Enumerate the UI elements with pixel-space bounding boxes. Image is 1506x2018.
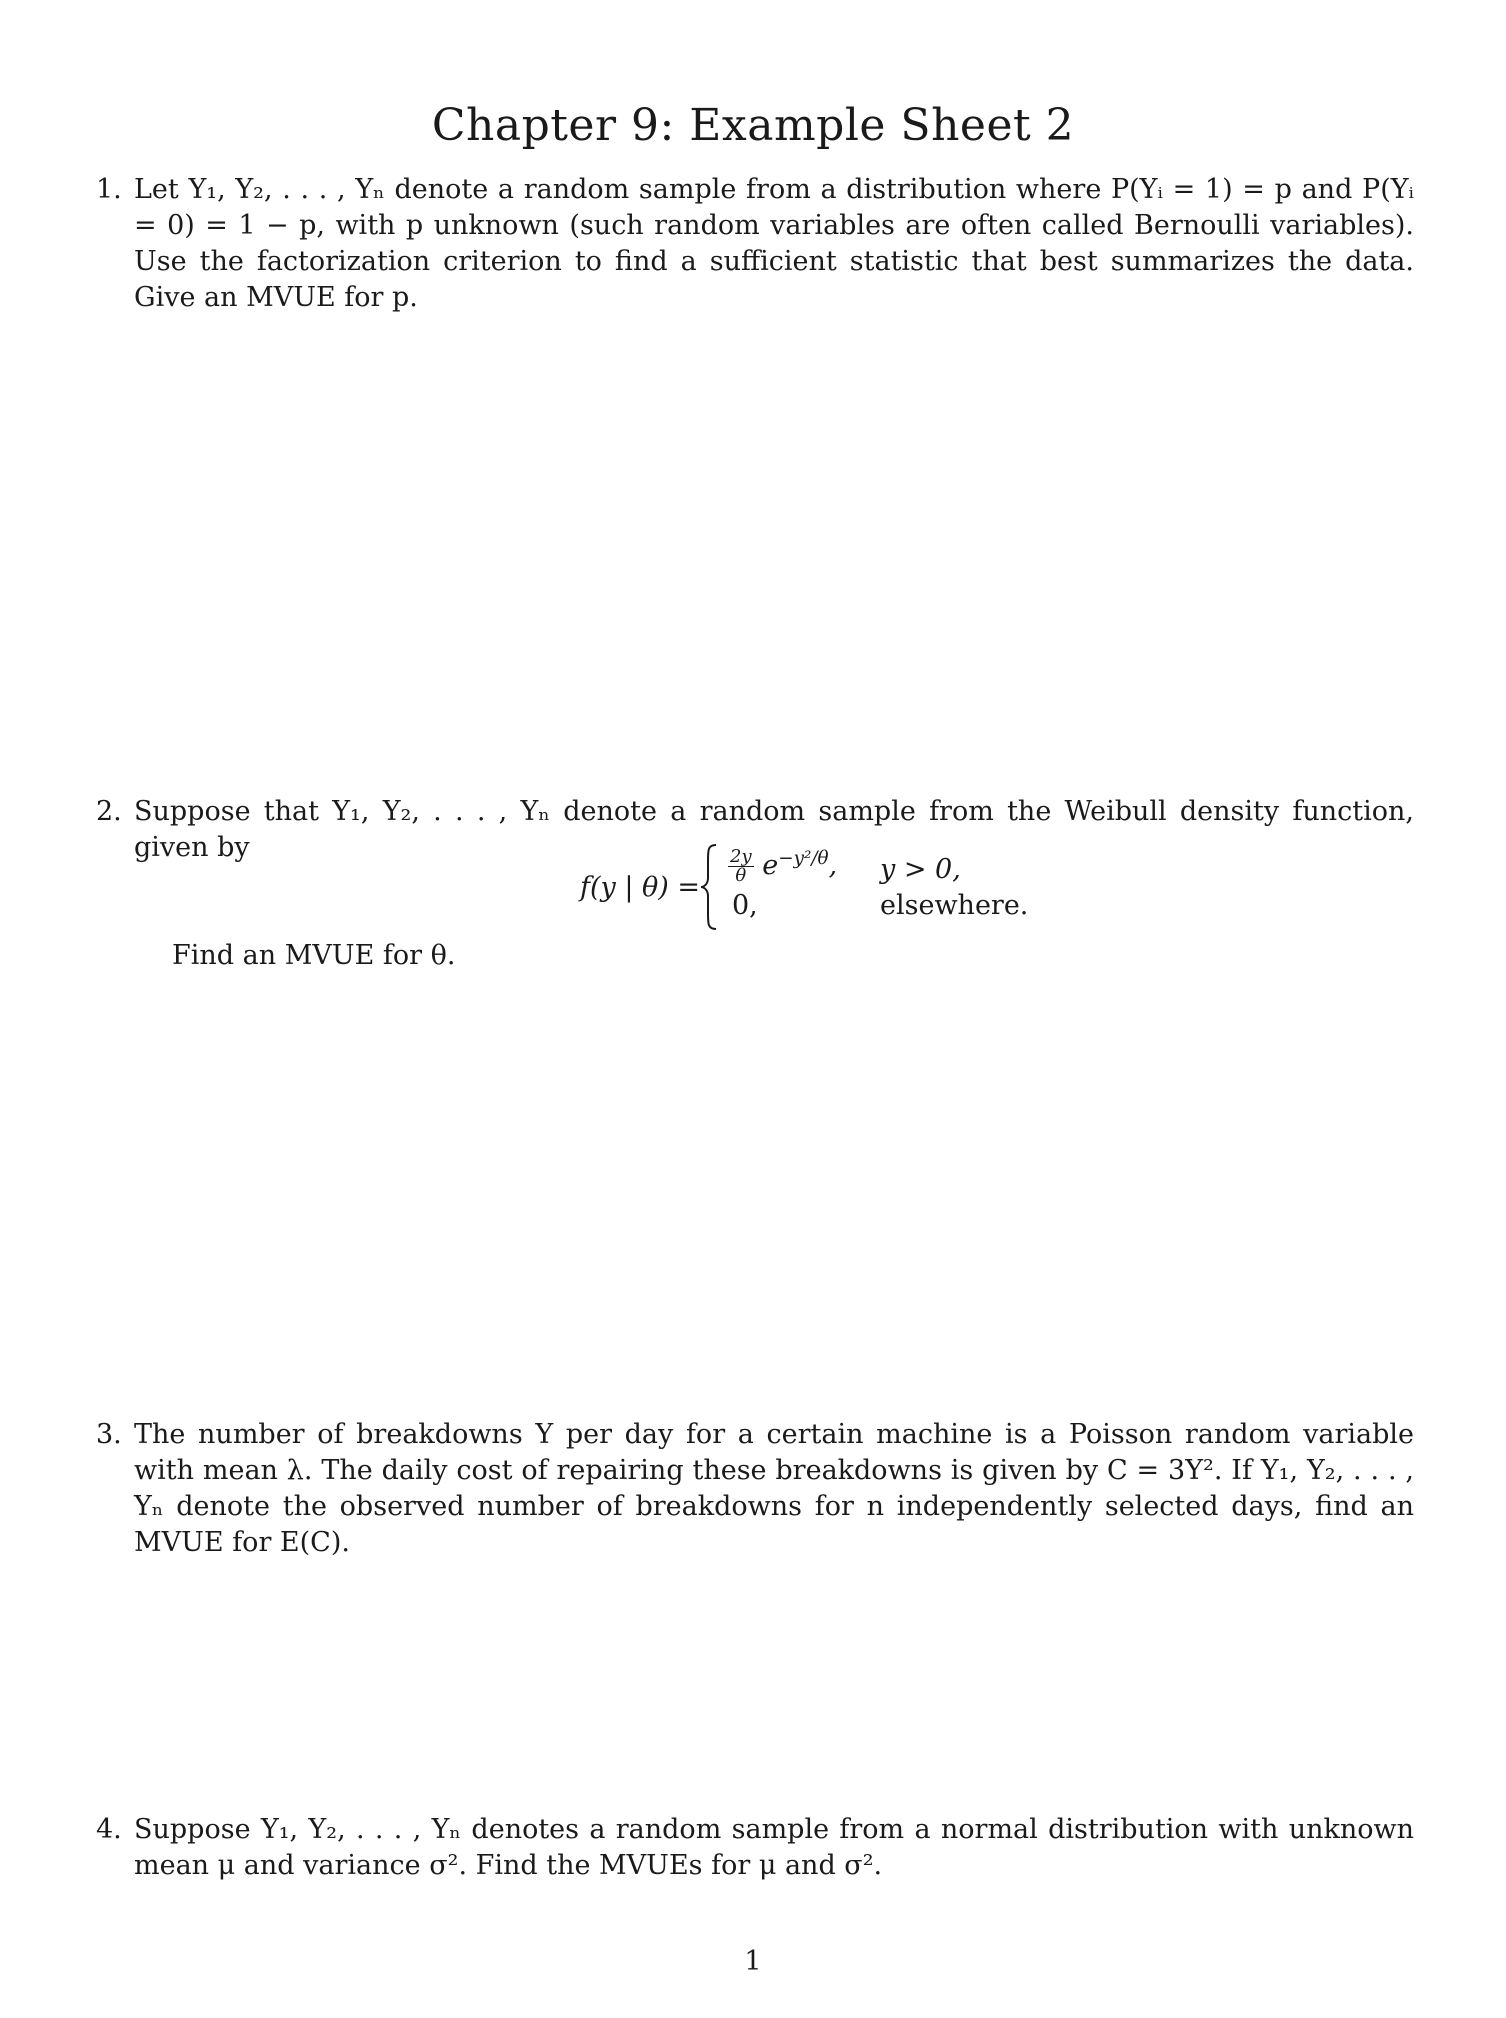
problem-1 [96,172,1414,316]
case-2-condition: elsewhere. [880,890,1029,921]
problem-statement: The number of breakdowns Y per day for a certain machine is a Poisson random variable with mean λ. The daily cost of repairing these breakdowns is given by C = 3Y². If Y₁, Y₂, . . . , Yₙ denote the observed number of breakdowns for n independently selected days, find an MVUE for E(C). [134,1419,1414,1558]
page-number: 1 [744,1946,762,1977]
fraction-numerator: 2y [730,846,752,867]
exponent: −y²/θ [778,847,829,869]
problem-3 [96,1417,1414,1561]
problem-statement: Let Y₁, Y₂, . . . , Yₙ denote a random sample from a distribution where P(Yᵢ = 1) = p and P(Yᵢ = 0) = 1 − p, with p unknown (such random variables are often called Bernoulli variables). Use the factorization criterion to find a sufficient statistic that best summarizes the data. Give an MVUE for p. [134,174,1414,313]
formula-case-1 [728,848,837,885]
problem-number: 1. [96,174,122,205]
problem-statement: Suppose Y₁, Y₂, . . . , Yₙ denotes a random sample from a normal distribution with unknown mean μ and variance σ². Find the MVUEs for μ and σ². [134,1814,1414,1881]
fraction-denominator: θ [735,865,747,886]
problem-number: 3. [96,1419,122,1450]
fraction [728,848,754,885]
case-2-expression: 0, [732,890,758,921]
weibull-density-formula [580,842,1180,942]
page-title: Chapter 9: Example Sheet 2 [431,100,1075,151]
problem-4 [96,1812,1414,1884]
problem-statement: Suppose that Y₁, Y₂, . . . , Yₙ denote a random sample from the Weibull density function, given by [134,796,1414,863]
formula-lhs: f(y | θ) = [580,872,701,903]
case-1-expression: $e^{-y^2/\theta}$, [762,847,838,881]
case-1-condition: y > 0, [880,854,961,885]
problem-2-followup: Find an MVUE for θ. [172,940,456,971]
left-brace-icon [698,842,720,932]
problem-number: 4. [96,1814,122,1845]
problem-number: 2. [96,796,122,827]
